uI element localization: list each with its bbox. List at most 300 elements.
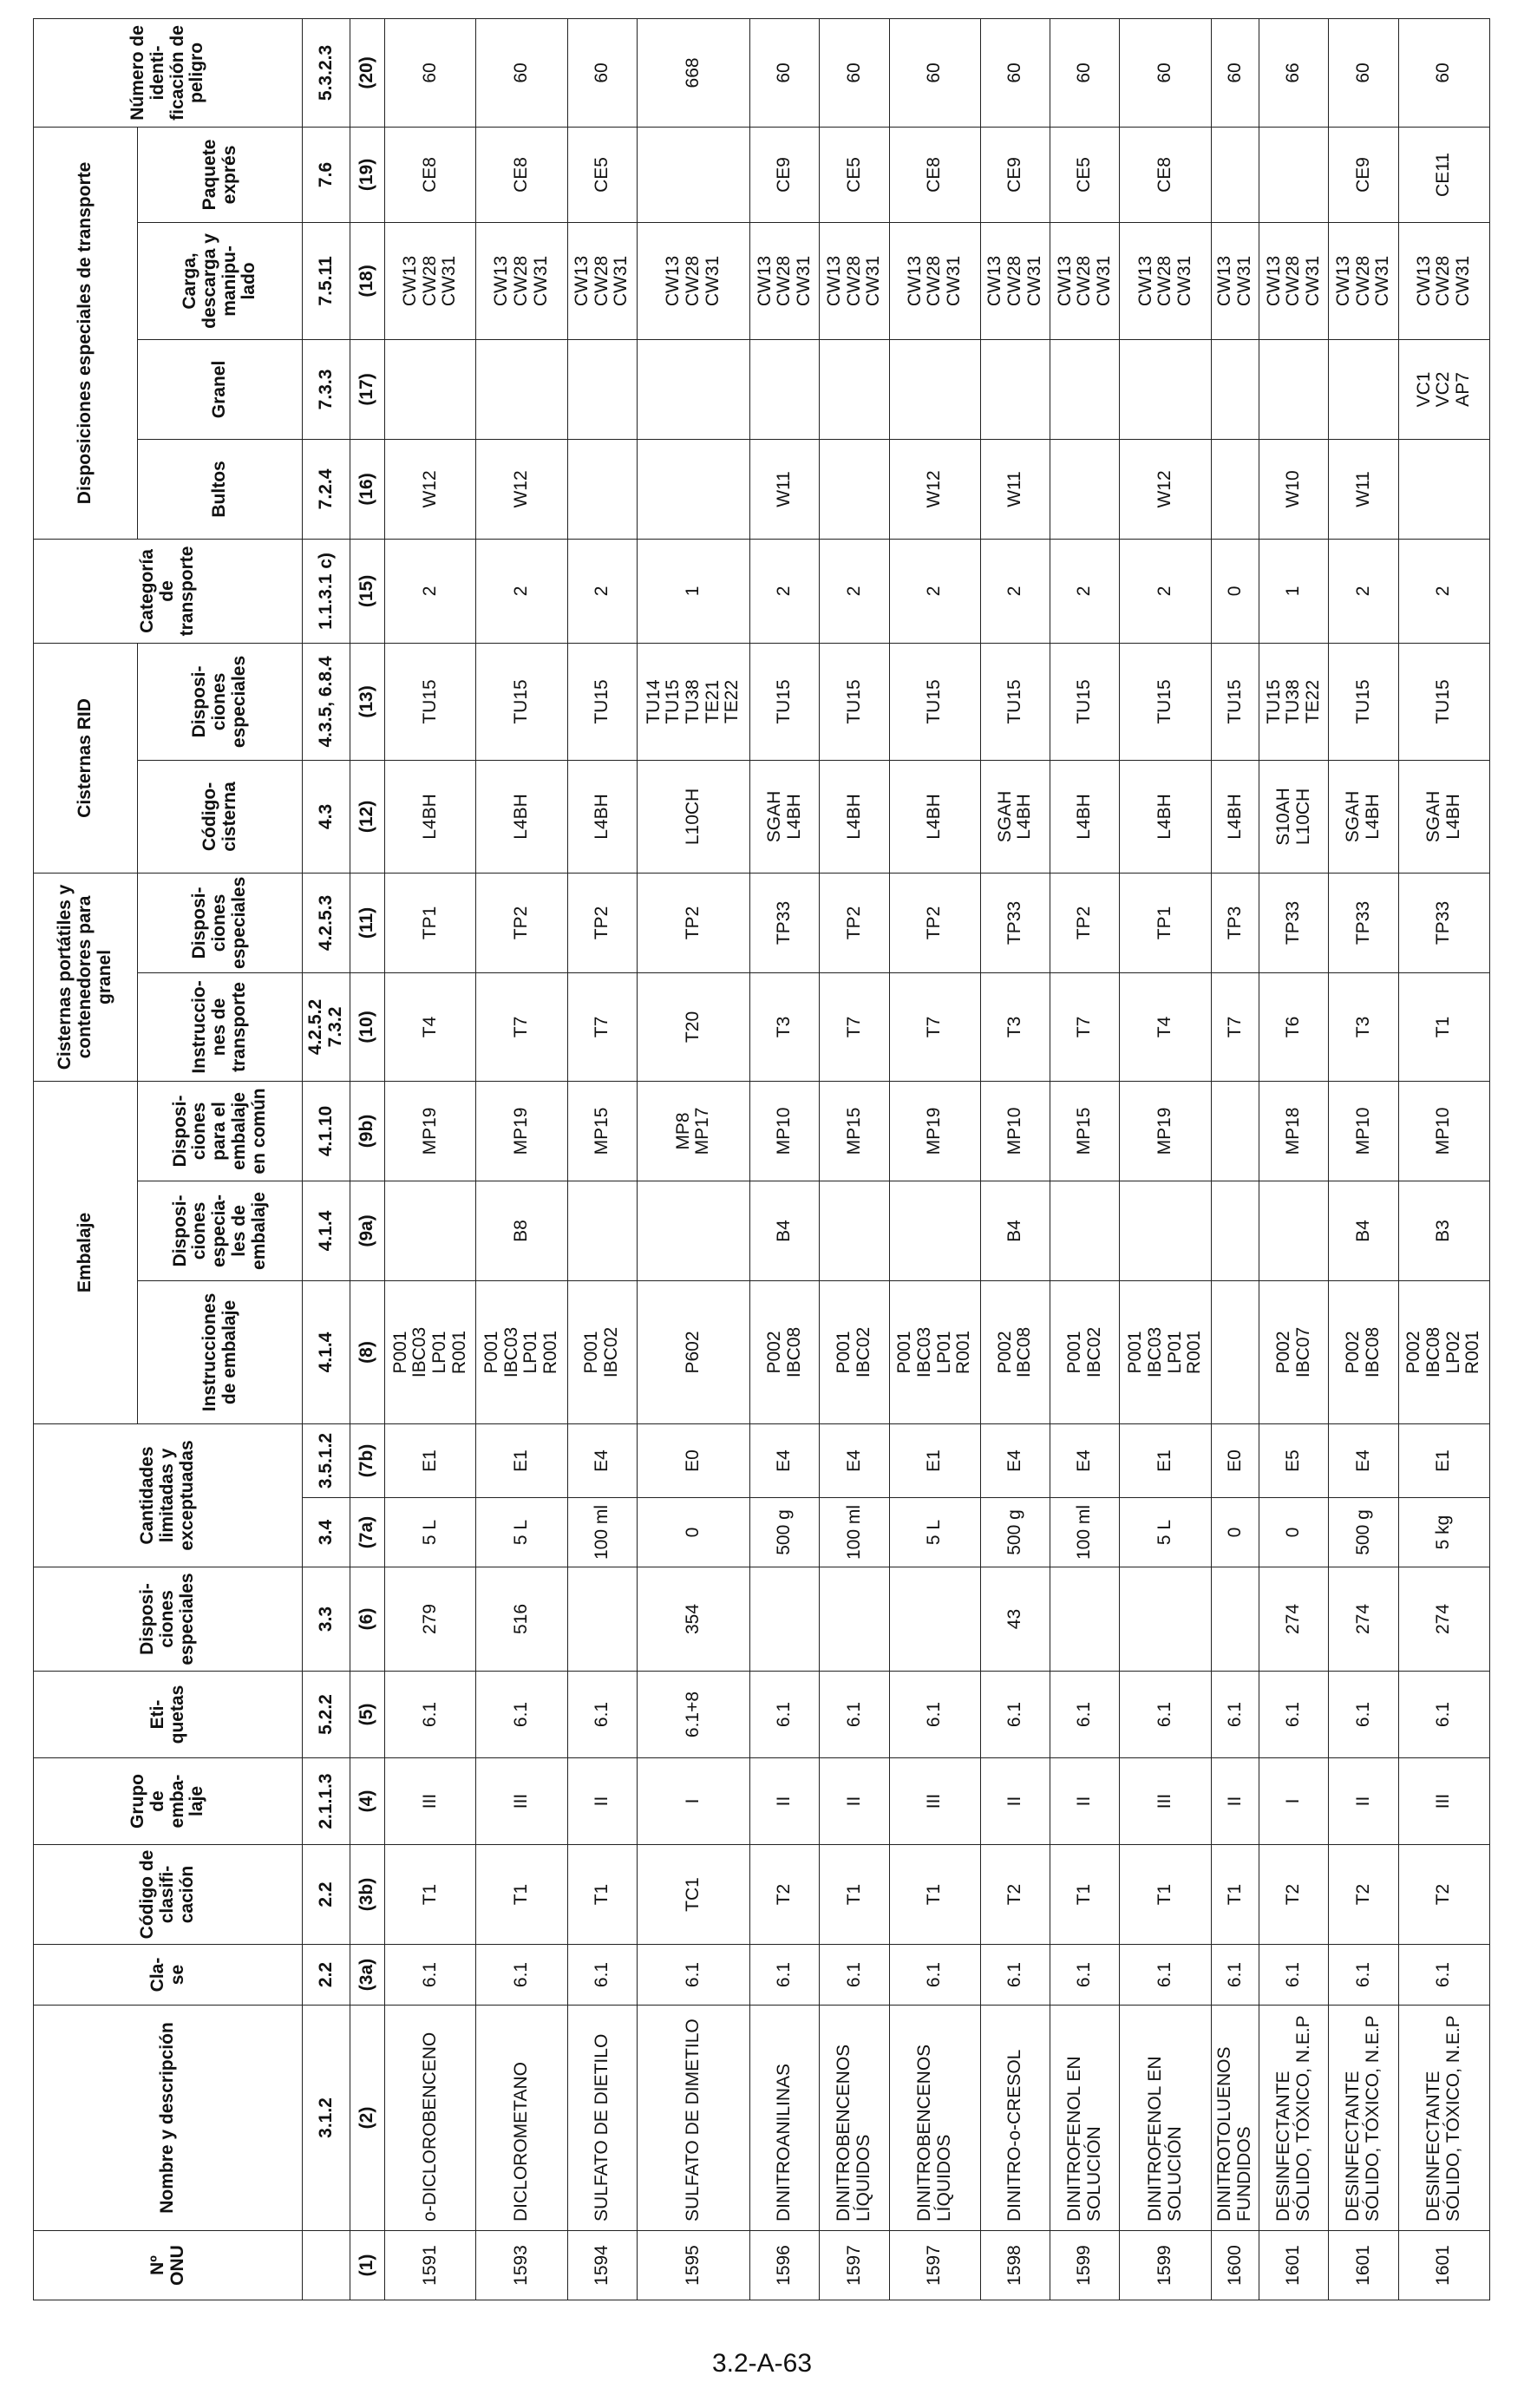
labels-cell: 6.1 — [567, 1672, 637, 1758]
table-row — [476, 18, 567, 2300]
column-number-cell: (9a) — [350, 1181, 385, 1280]
classification-code-cell: T1 — [1211, 1845, 1259, 1945]
column-number-cell: (20) — [350, 18, 385, 127]
un-number-cell: 1599 — [1050, 2231, 1120, 2300]
bulk-cell — [1120, 339, 1211, 439]
mixed-packing-provisions-cell: MP10 — [1398, 1081, 1489, 1181]
transport-category-cell: 2 — [1398, 539, 1489, 643]
special-packing-provisions-cell: B3 — [1398, 1181, 1489, 1280]
limited-quantity-cell: 100 ml — [820, 1498, 889, 1567]
portable-tank-instructions-cell: T1 — [1398, 972, 1489, 1081]
name-description-cell: DINITROBENCENOS LÍQUIDOS — [889, 2006, 980, 2231]
portable-tank-instructions-cell: T3 — [980, 972, 1050, 1081]
special-provisions-cell — [1120, 1567, 1211, 1672]
special-packing-provisions-cell: B4 — [1329, 1181, 1398, 1280]
express-parcels-cell: CE5 — [820, 127, 889, 222]
reference-cell: 4.1.4 — [303, 1280, 350, 1423]
portable-tank-provisions-cell: TP2 — [889, 873, 980, 972]
rid-tank-code-cell: SGAH L4BH — [980, 760, 1050, 873]
page-number: 3.2-A-63 — [711, 2349, 813, 2378]
rid-tank-provisions-cell: TU15 — [385, 643, 476, 760]
transport-category-cell: 2 — [820, 539, 889, 643]
column-number-cell: (18) — [350, 222, 385, 339]
mixed-packing-provisions-cell: MP15 — [567, 1081, 637, 1181]
header-categoria-transporte: Categoría de transporte — [34, 539, 303, 643]
rid-tank-provisions-cell: TU15 — [820, 643, 889, 760]
mixed-packing-provisions-cell: MP19 — [889, 1081, 980, 1181]
bulk-cell — [1050, 339, 1120, 439]
reference-cell: 4.2.5.3 — [303, 873, 350, 972]
reference-cell: 2.2 — [303, 1845, 350, 1945]
express-parcels-cell: CE8 — [476, 127, 567, 222]
bulk-cell: VC1 VC2 AP7 — [1398, 339, 1489, 439]
class-cell: 6.1 — [476, 1945, 567, 2006]
portable-tank-provisions-cell: TP2 — [1050, 873, 1120, 972]
packing-group-cell: III — [889, 1758, 980, 1845]
special-provisions-cell — [567, 1567, 637, 1672]
dangerous-goods-table — [33, 18, 1490, 2300]
mixed-packing-provisions-cell: MP10 — [749, 1081, 819, 1181]
column-number-cell: (15) — [350, 539, 385, 643]
header-clase: Cla- se — [34, 1945, 303, 2006]
packing-instructions-cell: P001 IBC02 — [567, 1280, 637, 1423]
packages-cell — [1211, 439, 1259, 539]
un-number-cell: 1598 — [980, 2231, 1050, 2300]
hazard-number-cell: 60 — [476, 18, 567, 127]
mixed-packing-provisions-cell: MP19 — [476, 1081, 567, 1181]
transport-category-cell: 2 — [567, 539, 637, 643]
class-cell: 6.1 — [749, 1945, 819, 2006]
loading-handling-cell: CW13 CW28 CW31 — [1120, 222, 1211, 339]
header-cisternas-rid: Cisternas RID — [34, 643, 138, 873]
header-disp-especiales-rid: Disposi- ciones especiales — [138, 643, 303, 760]
packing-instructions-cell: P002 IBC08 LP02 R001 — [1398, 1280, 1489, 1423]
excepted-quantity-cell: E1 — [1120, 1423, 1211, 1497]
mixed-packing-provisions-cell: MP10 — [1329, 1081, 1398, 1181]
portable-tank-provisions-cell: TP2 — [637, 873, 749, 972]
un-number-cell: 1595 — [637, 2231, 749, 2300]
portable-tank-provisions-cell: TP3 — [1211, 873, 1259, 972]
express-parcels-cell: CE8 — [385, 127, 476, 222]
rid-tank-code-cell: S10AH L10CH — [1259, 760, 1329, 873]
class-cell: 6.1 — [889, 1945, 980, 2006]
packing-group-cell: III — [1398, 1758, 1489, 1845]
classification-code-cell: T1 — [1120, 1845, 1211, 1945]
express-parcels-cell — [637, 127, 749, 222]
portable-tank-instructions-cell: T7 — [820, 972, 889, 1081]
special-packing-provisions-cell — [1211, 1181, 1259, 1280]
bulk-cell — [889, 339, 980, 439]
header-bultos: Bultos — [138, 439, 303, 539]
header-instrucciones-embalaje: Instrucciones de embalaje — [138, 1280, 303, 1423]
rid-tank-provisions-cell: TU15 — [1120, 643, 1211, 760]
transport-category-cell: 2 — [1050, 539, 1120, 643]
bulk-cell — [385, 339, 476, 439]
reference-cell: 3.5.1.2 — [303, 1423, 350, 1497]
rid-tank-code-cell: L10CH — [637, 760, 749, 873]
mixed-packing-provisions-cell: MP8 MP17 — [637, 1081, 749, 1181]
portable-tank-instructions-cell: T4 — [1120, 972, 1211, 1081]
special-provisions-cell: 274 — [1259, 1567, 1329, 1672]
special-provisions-cell: 43 — [980, 1567, 1050, 1672]
packing-group-cell: II — [1050, 1758, 1120, 1845]
table-row — [889, 18, 980, 2300]
packages-cell — [820, 439, 889, 539]
table-row — [1259, 18, 1329, 2300]
limited-quantity-cell: 100 ml — [567, 1498, 637, 1567]
portable-tank-provisions-cell: TP33 — [1329, 873, 1398, 972]
column-number-cell: (8) — [350, 1280, 385, 1423]
classification-code-cell: T1 — [567, 1845, 637, 1945]
portable-tank-instructions-cell: T7 — [1050, 972, 1120, 1081]
column-number-cell: (11) — [350, 873, 385, 972]
packages-cell: W12 — [476, 439, 567, 539]
portable-tank-provisions-cell: TP2 — [476, 873, 567, 972]
special-provisions-cell: 274 — [1398, 1567, 1489, 1672]
portable-tank-instructions-cell: T7 — [1211, 972, 1259, 1081]
column-number-row — [350, 18, 385, 2300]
header-embalaje: Embalaje — [34, 1081, 138, 1423]
labels-cell: 6.1 — [1259, 1672, 1329, 1758]
table-row — [385, 18, 476, 2300]
express-parcels-cell: CE9 — [749, 127, 819, 222]
packing-group-cell: II — [980, 1758, 1050, 1845]
special-packing-provisions-cell: B4 — [749, 1181, 819, 1280]
portable-tank-provisions-cell: TP1 — [1120, 873, 1211, 972]
reference-cell: 7.5.11 — [303, 222, 350, 339]
special-provisions-cell — [1050, 1567, 1120, 1672]
table-row — [820, 18, 889, 2300]
reference-cell: 3.1.2 — [303, 2006, 350, 2231]
labels-cell: 6.1 — [385, 1672, 476, 1758]
rid-tank-code-cell: L4BH — [1120, 760, 1211, 873]
column-number-cell: (3a) — [350, 1945, 385, 2006]
un-number-cell: 1600 — [1211, 2231, 1259, 2300]
packing-instructions-cell: P602 — [637, 1280, 749, 1423]
special-packing-provisions-cell: B4 — [980, 1181, 1050, 1280]
labels-cell: 6.1 — [476, 1672, 567, 1758]
packing-group-cell: I — [637, 1758, 749, 1845]
hazard-number-cell: 60 — [980, 18, 1050, 127]
mixed-packing-provisions-cell: MP19 — [385, 1081, 476, 1181]
packing-instructions-cell: P002 IBC08 — [980, 1280, 1050, 1423]
transport-category-cell: 2 — [980, 539, 1050, 643]
un-number-cell: 1601 — [1398, 2231, 1489, 2300]
special-provisions-cell — [889, 1567, 980, 1672]
packing-instructions-cell: P002 IBC08 — [1329, 1280, 1398, 1423]
transport-category-cell: 2 — [476, 539, 567, 643]
express-parcels-cell: CE9 — [980, 127, 1050, 222]
bulk-cell — [1211, 339, 1259, 439]
bulk-cell — [567, 339, 637, 439]
classification-code-cell: T1 — [820, 1845, 889, 1945]
limited-quantity-cell: 0 — [637, 1498, 749, 1567]
packing-instructions-cell — [1211, 1280, 1259, 1423]
portable-tank-instructions-cell: T20 — [637, 972, 749, 1081]
column-number-cell: (12) — [350, 760, 385, 873]
un-number-cell: 1594 — [567, 2231, 637, 2300]
header-grupo-embalaje: Grupo de emba- laje — [34, 1758, 303, 1845]
packages-cell: W12 — [1120, 439, 1211, 539]
table-row — [980, 18, 1050, 2300]
rid-tank-code-cell: L4BH — [476, 760, 567, 873]
excepted-quantity-cell: E0 — [637, 1423, 749, 1497]
special-provisions-cell — [749, 1567, 819, 1672]
portable-tank-instructions-cell: T7 — [567, 972, 637, 1081]
header-disp-especiales-cisternas: Disposi- ciones especiales — [138, 873, 303, 972]
classification-code-cell: T1 — [385, 1845, 476, 1945]
loading-handling-cell: CW13 CW28 CW31 — [385, 222, 476, 339]
labels-cell: 6.1 — [980, 1672, 1050, 1758]
classification-code-cell: T2 — [749, 1845, 819, 1945]
rid-tank-provisions-cell: TU15 — [1398, 643, 1489, 760]
labels-cell: 6.1 — [1120, 1672, 1211, 1758]
table-row — [1329, 18, 1398, 2300]
table-row — [1120, 18, 1211, 2300]
table-row — [749, 18, 819, 2300]
rid-tank-code-cell: L4BH — [820, 760, 889, 873]
class-cell: 6.1 — [1329, 1945, 1398, 2006]
header-carga: Carga, descarga y manipu- lado — [138, 222, 303, 339]
packing-group-cell: III — [385, 1758, 476, 1845]
excepted-quantity-cell: E4 — [820, 1423, 889, 1497]
packing-instructions-cell: P001 IBC03 LP01 R001 — [1120, 1280, 1211, 1423]
mixed-packing-provisions-cell: MP15 — [1050, 1081, 1120, 1181]
column-number-cell: (9b) — [350, 1081, 385, 1181]
column-number-cell: (1) — [350, 2231, 385, 2300]
column-number-cell: (19) — [350, 127, 385, 222]
special-provisions-cell: 274 — [1329, 1567, 1398, 1672]
name-description-cell: SULFATO DE DIETILO — [567, 2006, 637, 2231]
mixed-packing-provisions-cell — [1211, 1081, 1259, 1181]
header-disp-transporte: Disposiciones especiales de transporte — [34, 127, 138, 539]
excepted-quantity-cell: E1 — [476, 1423, 567, 1497]
column-number-cell: (13) — [350, 643, 385, 760]
class-cell: 6.1 — [1211, 1945, 1259, 2006]
packages-cell: W11 — [749, 439, 819, 539]
excepted-quantity-cell: E0 — [1211, 1423, 1259, 1497]
rid-tank-code-cell: L4BH — [567, 760, 637, 873]
rid-tank-provisions-cell: TU15 — [1211, 643, 1259, 760]
mixed-packing-provisions-cell: MP19 — [1120, 1081, 1211, 1181]
packages-cell — [1050, 439, 1120, 539]
packing-instructions-cell: P002 IBC08 — [749, 1280, 819, 1423]
transport-category-cell: 0 — [1211, 539, 1259, 643]
transport-category-cell: 2 — [1329, 539, 1398, 643]
packages-cell — [637, 439, 749, 539]
limited-quantity-cell: 5 kg — [1398, 1498, 1489, 1567]
loading-handling-cell: CW13 CW28 CW31 — [1050, 222, 1120, 339]
express-parcels-cell: CE9 — [1329, 127, 1398, 222]
excepted-quantity-cell: E4 — [1050, 1423, 1120, 1497]
column-number-cell: (5) — [350, 1672, 385, 1758]
loading-handling-cell: CW13 CW28 CW31 — [1398, 222, 1489, 339]
reference-cell: 7.6 — [303, 127, 350, 222]
packing-group-cell: III — [476, 1758, 567, 1845]
reference-cell: 3.4 — [303, 1498, 350, 1567]
rid-tank-provisions-cell: TU15 — [889, 643, 980, 760]
name-description-cell: DESINFECTANTE SÓLIDO, TÓXICO, N.E.P — [1398, 2006, 1489, 2231]
name-description-cell: DINITROFENOL EN SOLUCIÓN — [1120, 2006, 1211, 2231]
packing-group-cell: II — [1211, 1758, 1259, 1845]
special-provisions-cell: 354 — [637, 1567, 749, 1672]
limited-quantity-cell: 5 L — [1120, 1498, 1211, 1567]
table-row — [1050, 18, 1120, 2300]
packing-instructions-cell: P001 IBC02 — [820, 1280, 889, 1423]
limited-quantity-cell: 0 — [1259, 1498, 1329, 1567]
special-packing-provisions-cell — [1259, 1181, 1329, 1280]
hazard-number-cell: 60 — [1329, 18, 1398, 127]
express-parcels-cell — [1211, 127, 1259, 222]
reference-cell: 4.3.5, 6.8.4 — [303, 643, 350, 760]
transport-category-cell: 2 — [749, 539, 819, 643]
special-packing-provisions-cell — [567, 1181, 637, 1280]
labels-cell: 6.1+8 — [637, 1672, 749, 1758]
classification-code-cell: T2 — [1259, 1845, 1329, 1945]
rid-tank-provisions-cell: TU15 — [1329, 643, 1398, 760]
excepted-quantity-cell: E4 — [567, 1423, 637, 1497]
limited-quantity-cell: 0 — [1211, 1498, 1259, 1567]
table-body — [303, 18, 1490, 2300]
express-parcels-cell — [1259, 127, 1329, 222]
name-description-cell: DICLOROMETANO — [476, 2006, 567, 2231]
excepted-quantity-cell: E1 — [1398, 1423, 1489, 1497]
packing-group-cell: II — [820, 1758, 889, 1845]
portable-tank-instructions-cell: T7 — [889, 972, 980, 1081]
special-provisions-cell: 279 — [385, 1567, 476, 1672]
hazard-number-cell: 60 — [1050, 18, 1120, 127]
header-codigo-clasificacion: Código de clasifi- cación — [34, 1845, 303, 1945]
class-cell: 6.1 — [1259, 1945, 1329, 2006]
un-number-cell: 1601 — [1259, 2231, 1329, 2300]
limited-quantity-cell: 500 g — [749, 1498, 819, 1567]
classification-code-cell: T2 — [1398, 1845, 1489, 1945]
loading-handling-cell: CW13 CW28 CW31 — [637, 222, 749, 339]
bulk-cell — [820, 339, 889, 439]
packing-instructions-cell: P001 IBC02 — [1050, 1280, 1120, 1423]
loading-handling-cell: CW13 CW28 CW31 — [1329, 222, 1398, 339]
column-number-cell: (3b) — [350, 1845, 385, 1945]
classification-code-cell: T1 — [476, 1845, 567, 1945]
column-number-cell: (17) — [350, 339, 385, 439]
labels-cell: 6.1 — [1050, 1672, 1120, 1758]
bulk-cell — [1259, 339, 1329, 439]
limited-quantity-cell: 100 ml — [1050, 1498, 1120, 1567]
column-number-cell: (10) — [350, 972, 385, 1081]
transport-category-cell: 1 — [637, 539, 749, 643]
hazard-number-cell: 60 — [1120, 18, 1211, 127]
column-number-cell: (2) — [350, 2006, 385, 2231]
labels-cell: 6.1 — [889, 1672, 980, 1758]
class-cell: 6.1 — [1398, 1945, 1489, 2006]
reference-cell: 5.3.2.3 — [303, 18, 350, 127]
name-description-cell: o-DICLOROBENCENO — [385, 2006, 476, 2231]
packing-group-cell: II — [567, 1758, 637, 1845]
rid-tank-provisions-cell: TU14 TU15 TU38 TE21 TE22 — [637, 643, 749, 760]
special-packing-provisions-cell — [1120, 1181, 1211, 1280]
portable-tank-instructions-cell: T7 — [476, 972, 567, 1081]
packages-cell: W12 — [889, 439, 980, 539]
excepted-quantity-cell: E4 — [749, 1423, 819, 1497]
special-packing-provisions-cell — [385, 1181, 476, 1280]
table-row — [1398, 18, 1489, 2300]
class-cell: 6.1 — [637, 1945, 749, 2006]
reference-cell: 7.2.4 — [303, 439, 350, 539]
name-description-cell: DESINFECTANTE SÓLIDO, TÓXICO, N.E.P — [1259, 2006, 1329, 2231]
classification-code-cell: TC1 — [637, 1845, 749, 1945]
header-paquete-expres: Paquete exprés — [138, 127, 303, 222]
class-cell: 6.1 — [567, 1945, 637, 2006]
limited-quantity-cell: 5 L — [889, 1498, 980, 1567]
loading-handling-cell: CW13 CW28 CW31 — [820, 222, 889, 339]
reference-cell: 3.3 — [303, 1567, 350, 1672]
excepted-quantity-cell: E5 — [1259, 1423, 1329, 1497]
packages-cell: W11 — [980, 439, 1050, 539]
limited-quantity-cell: 5 L — [385, 1498, 476, 1567]
excepted-quantity-cell: E4 — [1329, 1423, 1398, 1497]
name-description-cell: DESINFECTANTE SÓLIDO, TÓXICO, N.E.P — [1329, 2006, 1398, 2231]
portable-tank-provisions-cell: TP33 — [749, 873, 819, 972]
reference-cell: 4.1.10 — [303, 1081, 350, 1181]
hazard-number-cell: 60 — [567, 18, 637, 127]
class-cell: 6.1 — [385, 1945, 476, 2006]
express-parcels-cell: CE5 — [567, 127, 637, 222]
loading-handling-cell: CW13 CW28 CW31 — [980, 222, 1050, 339]
un-number-cell: 1599 — [1120, 2231, 1211, 2300]
reference-cell: 2.1.1.3 — [303, 1758, 350, 1845]
un-number-cell: 1593 — [476, 2231, 567, 2300]
packages-cell — [1398, 439, 1489, 539]
header-codigo-cisterna: Código- cisterna — [138, 760, 303, 873]
header-numero-peligro: Número de identi- ficación de peligro — [34, 18, 303, 127]
rid-tank-code-cell: SGAH L4BH — [749, 760, 819, 873]
bulk-cell — [637, 339, 749, 439]
special-provisions-cell: 516 — [476, 1567, 567, 1672]
portable-tank-instructions-cell: T3 — [749, 972, 819, 1081]
packing-instructions-cell: P001 IBC03 LP01 R001 — [385, 1280, 476, 1423]
rid-tank-provisions-cell: TU15 — [1050, 643, 1120, 760]
loading-handling-cell: CW13 CW28 CW31 — [476, 222, 567, 339]
bulk-cell — [749, 339, 819, 439]
excepted-quantity-cell: E4 — [980, 1423, 1050, 1497]
loading-handling-cell: CW13 CW28 CW31 — [567, 222, 637, 339]
name-description-cell: SULFATO DE DIMETILO — [637, 2006, 749, 2231]
reference-cell: 2.2 — [303, 1945, 350, 2006]
loading-handling-cell: CW13 CW31 — [1211, 222, 1259, 339]
packages-cell: W11 — [1329, 439, 1398, 539]
limited-quantity-cell: 500 g — [980, 1498, 1050, 1567]
rotated-table-container — [33, 19, 1490, 2300]
rid-tank-code-cell: L4BH — [889, 760, 980, 873]
transport-category-cell: 2 — [889, 539, 980, 643]
un-number-cell: 1591 — [385, 2231, 476, 2300]
class-cell: 6.1 — [1050, 1945, 1120, 2006]
name-description-cell: DINITROBENCENOS LÍQUIDOS — [820, 2006, 889, 2231]
reference-cell: 4.2.5.2 7.3.2 — [303, 972, 350, 1081]
hazard-number-cell: 60 — [749, 18, 819, 127]
packing-group-cell: I — [1259, 1758, 1329, 1845]
rid-tank-code-cell: SGAH L4BH — [1329, 760, 1398, 873]
rid-tank-code-cell: L4BH — [1050, 760, 1120, 873]
rid-tank-provisions-cell: TU15 — [476, 643, 567, 760]
header-disp-especiales: Disposi- ciones especiales — [34, 1567, 303, 1672]
labels-cell: 6.1 — [1329, 1672, 1398, 1758]
header-disp-embalaje-comun: Disposi- ciones para el embalaje en común — [138, 1081, 303, 1181]
excepted-quantity-cell: E1 — [889, 1423, 980, 1497]
special-packing-provisions-cell — [889, 1181, 980, 1280]
classification-code-cell: T1 — [1050, 1845, 1120, 1945]
hazard-number-cell: 668 — [637, 18, 749, 127]
